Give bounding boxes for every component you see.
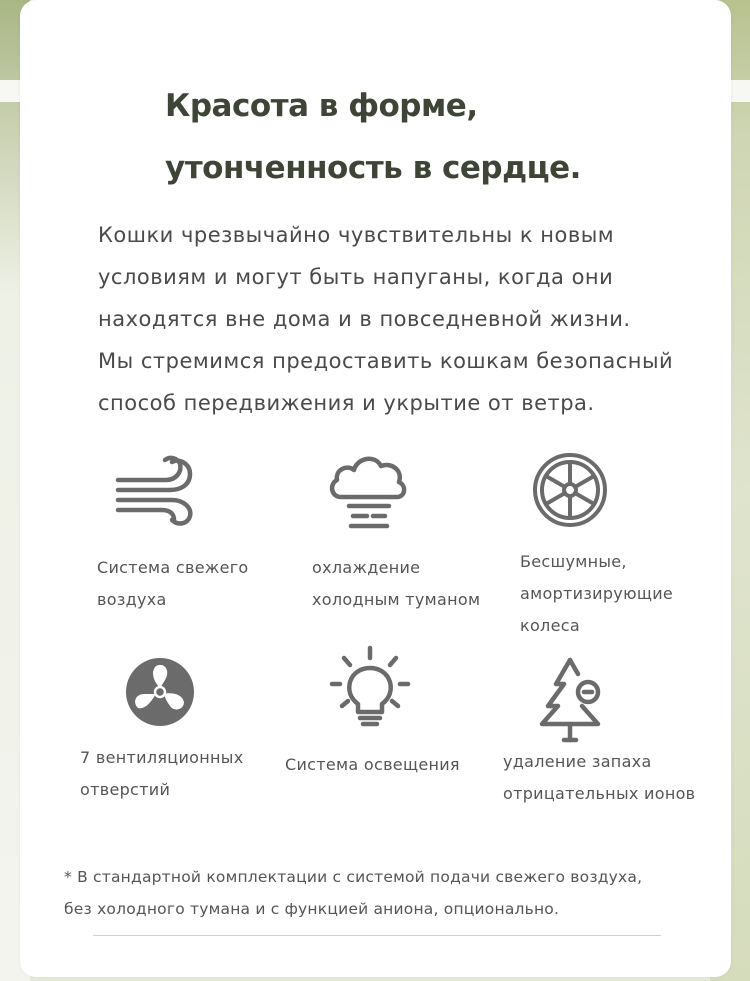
description-line: условиям и могут быть напуганы, когда они [98, 265, 614, 289]
feature-label: Бесшумные, [520, 552, 627, 571]
description [98, 214, 723, 424]
feature-label: отверстий [80, 780, 171, 799]
feature-label: колеса [520, 616, 580, 635]
tree-ion-icon [520, 650, 620, 750]
heading-line-1: Красота в форме, [165, 88, 478, 124]
feature-label: Система освещения [285, 755, 460, 774]
divider [93, 935, 661, 936]
feature-label: удаление запаха [503, 752, 652, 771]
light-bulb-icon [320, 638, 420, 738]
feature-label: амортизирующие [520, 584, 674, 603]
wind-icon [110, 442, 210, 542]
description-line: Мы стремимся предоставить кошкам безопасный [98, 349, 674, 373]
content-card [20, 0, 731, 977]
footnote-line: без холодного тумана и с функцией аниона, опционально. [64, 900, 560, 918]
description-line: находятся вне дома и в повседневной жизни. [98, 307, 631, 331]
heading-line-2: утонченность в сердце. [165, 150, 581, 186]
feature-label: Система свежего [97, 558, 249, 577]
feature-label: 7 вентиляционных [80, 748, 244, 767]
wheel-icon [520, 440, 620, 540]
feature-label: холодным туманом [312, 590, 481, 609]
fan-icon [110, 642, 210, 742]
feature-label: воздуха [97, 590, 167, 609]
feature-label: охлаждение [312, 558, 421, 577]
description-line: Кошки чрезвычайно чувствительны к новым [98, 223, 615, 247]
footnote-line: * В стандартной комплектации с системой подачи свежего воздуха, [64, 868, 643, 886]
footnote [64, 861, 704, 925]
description-line: способ передвижения и укрытие от ветра. [98, 391, 595, 415]
cloud-mist-icon [319, 442, 419, 542]
feature-label: отрицательных ионов [503, 784, 696, 803]
